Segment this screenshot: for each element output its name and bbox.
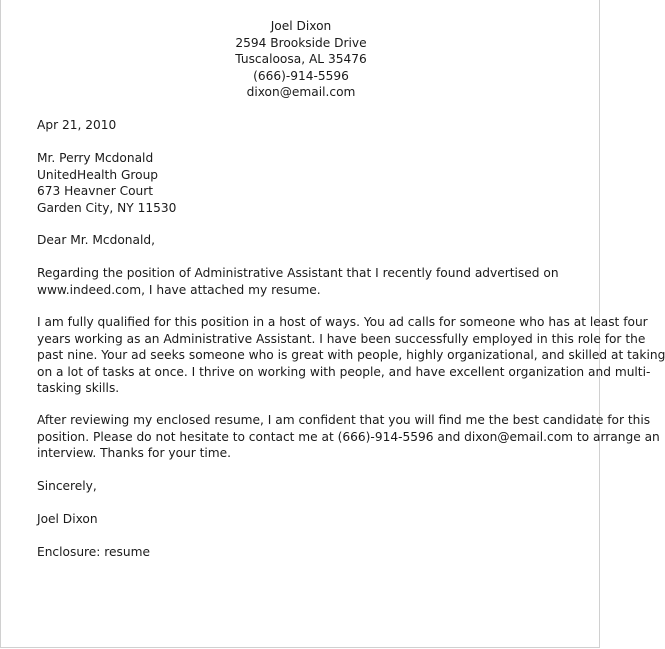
sender-name: Joel Dixon — [270, 19, 332, 33]
paragraph-2 — [37, 314, 665, 397]
enclosure-note: Enclosure: resume — [37, 545, 150, 559]
paragraph-line: interview. Thanks for your time. — [37, 446, 232, 460]
recipient-name: Mr. Perry Mcdonald — [37, 151, 154, 165]
sender-city: Tuscaloosa, AL 35476 — [235, 52, 367, 66]
paragraph-line: www.indeed.com, I have attached my resume. — [37, 282, 321, 297]
signature-name: Joel Dixon — [37, 512, 98, 526]
sender-address-block — [1, 18, 601, 101]
paragraph-line: on a lot of tasks at once. I thrive on working with people, and have excellent organization and multi- — [37, 364, 651, 379]
paragraph-line: past nine. Your ad seeks someone who is great with people, highly organizational, and skilled at taking — [37, 348, 665, 362]
paragraph-line: I am fully qualified for this position in a host of ways. You ad calls for someone who has at least four — [37, 315, 648, 329]
letter-date: Apr 21, 2010 — [37, 118, 117, 132]
sender-street: 2594 Brookside Drive — [235, 35, 367, 50]
sender-phone: (666)-914-5596 — [253, 68, 349, 83]
sender-email: dixon@email.com — [246, 85, 356, 99]
paragraph-line: Regarding the position of Administrative Assistant that I recently found advertised on — [37, 266, 559, 280]
closing: Sincerely, — [37, 479, 97, 493]
recipient-city: Garden City, NY 11530 — [37, 200, 177, 215]
salutation: Dear Mr. Mcdonald, — [37, 233, 155, 247]
recipient-address-block — [37, 150, 587, 216]
paragraph-line: position. Please do not hesitate to contact me at (666)-914-5596 and dixon@email.com to arrange an — [37, 429, 660, 444]
paragraph-line: After reviewing my enclosed resume, I am confident that you will find me the best candidate for this — [37, 413, 651, 427]
recipient-street: 673 Heavner Court — [37, 184, 154, 198]
paragraph-line: years working as an Administrative Assistant. I have been successfully employed in this role for the — [37, 331, 646, 346]
paragraph-1 — [37, 265, 587, 298]
recipient-company: UnitedHealth Group — [37, 167, 159, 182]
paragraph-line: tasking skills. — [37, 381, 120, 395]
paragraph-3 — [37, 412, 660, 462]
